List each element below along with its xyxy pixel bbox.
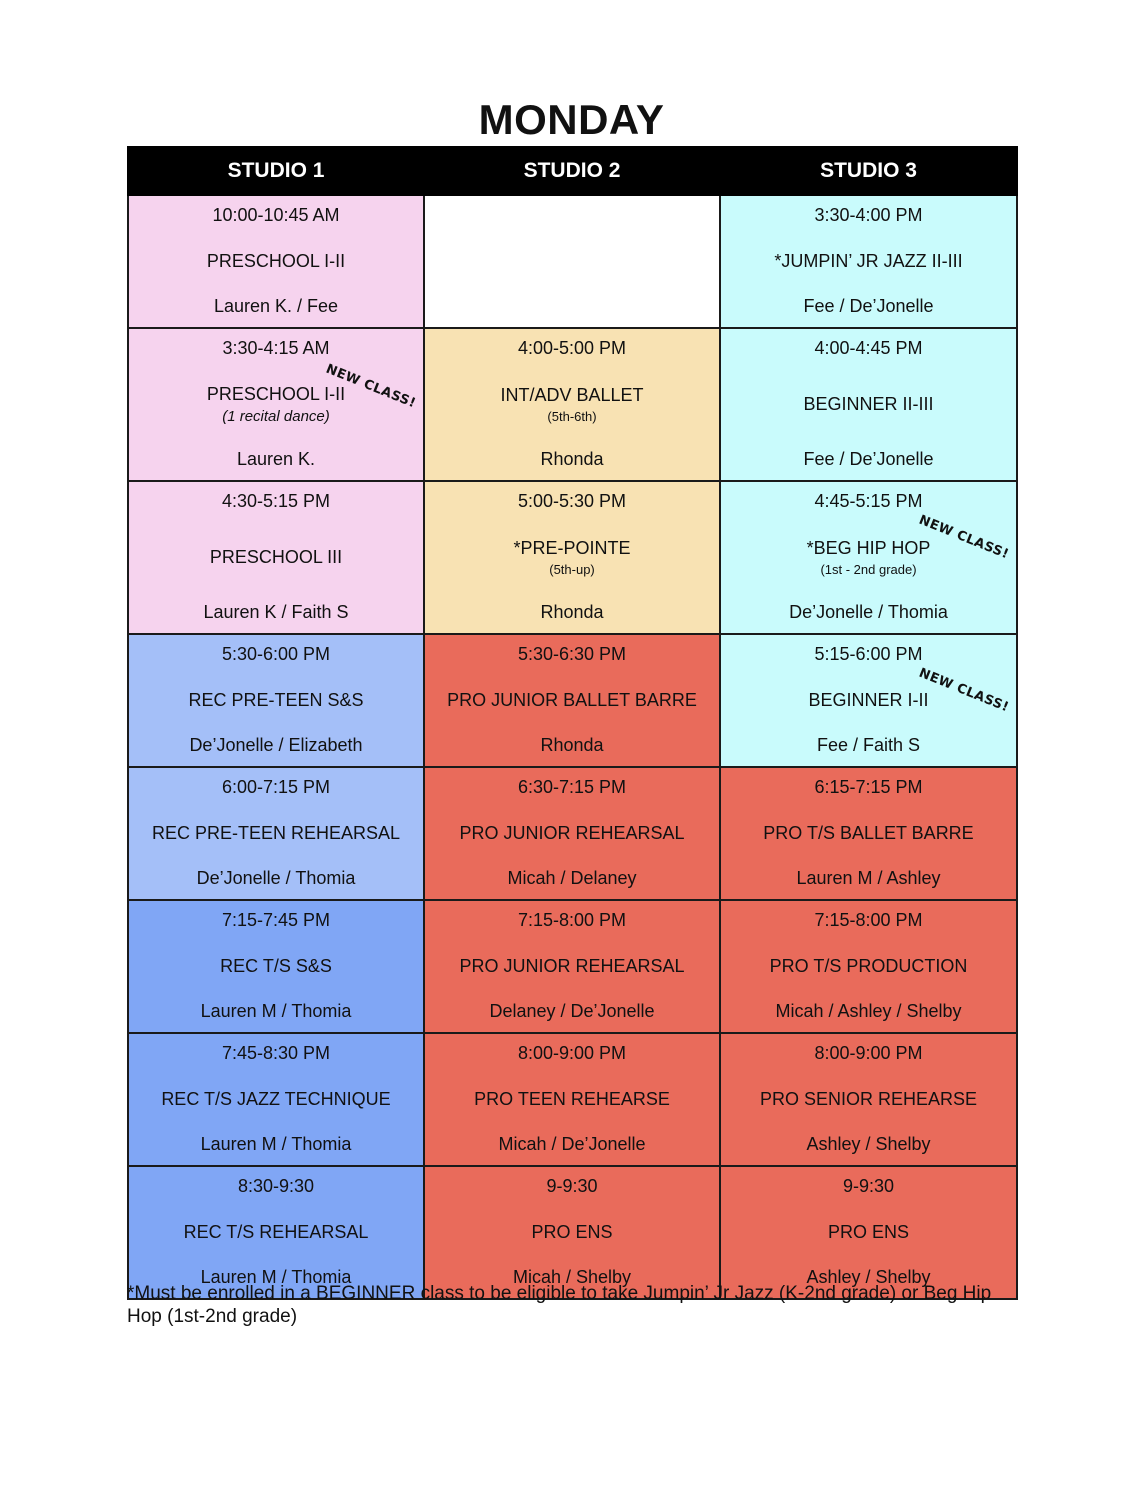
class-teachers: Ashley / Shelby — [806, 1267, 931, 1287]
class-name: REC T/S S&S — [220, 955, 332, 976]
class-time: 6:30-7:15 PM — [517, 777, 627, 797]
class-teachers: Micah / Ashley / Shelby — [775, 1001, 962, 1021]
class-time: 9-9:30 — [842, 1176, 895, 1196]
schedule-row — [128, 1166, 1017, 1299]
class-teachers: Lauren M / Ashley — [796, 868, 941, 888]
class-time: 4:00-4:45 PM — [814, 338, 923, 358]
class-teachers: Ashley / Shelby — [806, 1134, 931, 1154]
class-cell — [424, 1166, 720, 1299]
class-cell — [128, 1033, 424, 1166]
class-teachers: Fee / Faith S — [816, 735, 921, 755]
class-subtitle: (1 recital dance) — [222, 407, 330, 425]
class-time: 3:30-4:00 PM — [814, 205, 923, 225]
class-name: PRO ENS — [827, 1221, 910, 1242]
class-cell — [720, 1033, 1017, 1166]
class-name: BEGINNER II-III — [803, 393, 934, 414]
class-teachers: Micah / Delaney — [507, 868, 637, 888]
class-cell — [424, 900, 720, 1033]
class-cell — [128, 634, 424, 767]
class-time: 7:45-8:30 PM — [221, 1043, 331, 1063]
studio-3-header: STUDIO 3 — [720, 147, 1017, 195]
class-cell — [720, 481, 1017, 634]
class-time: 4:00-5:00 PM — [517, 338, 627, 358]
class-teachers: Lauren K. / Fee — [213, 296, 339, 316]
studio-1-header: STUDIO 1 — [128, 147, 424, 195]
class-teachers: Rhonda — [540, 602, 604, 622]
class-teachers: De’Jonelle / Thomia — [789, 602, 948, 622]
class-name: PRO T/S BALLET BARRE — [763, 822, 974, 843]
class-cell — [424, 481, 720, 634]
class-cell — [128, 328, 424, 481]
class-teachers: Rhonda — [540, 449, 604, 469]
class-cell — [424, 195, 720, 328]
new-class-badge: NEW CLASS! — [917, 512, 1012, 563]
class-name: REC T/S REHEARSAL — [183, 1221, 369, 1242]
class-cell — [128, 481, 424, 634]
class-cell — [720, 900, 1017, 1033]
class-teachers: Fee / De’Jonelle — [803, 449, 934, 469]
class-teachers: Lauren M / Thomia — [200, 1001, 352, 1021]
class-cell — [720, 195, 1017, 328]
class-teachers: Lauren K. — [236, 449, 316, 469]
class-name: REC PRE-TEEN REHEARSAL — [151, 822, 401, 843]
class-name: PRO JUNIOR BALLET BARRE — [447, 689, 697, 710]
class-time: 5:30-6:30 PM — [517, 644, 627, 664]
schedule-row — [128, 767, 1017, 900]
class-name: PRO JUNIOR REHEARSAL — [459, 955, 685, 976]
class-cell — [424, 767, 720, 900]
class-time: 8:00-9:00 PM — [517, 1043, 627, 1063]
class-teachers: De’Jonelle / Thomia — [196, 868, 356, 888]
class-teachers: Rhonda — [540, 735, 604, 755]
class-subtitle: (5th-up) — [549, 561, 595, 577]
schedule-row — [128, 900, 1017, 1033]
class-time: 3:30-4:15 AM — [222, 338, 330, 358]
class-name: PRO TEEN REHEARSE — [474, 1088, 670, 1109]
class-teachers: Micah / De’Jonelle — [498, 1134, 646, 1154]
class-name: REC T/S JAZZ TECHNIQUE — [161, 1088, 391, 1109]
class-cell — [720, 634, 1017, 767]
class-cell — [720, 1166, 1017, 1299]
class-cell — [424, 1033, 720, 1166]
class-teachers: Delaney / De’Jonelle — [489, 1001, 655, 1021]
class-time: 5:30-6:00 PM — [221, 644, 331, 664]
class-subtitle: (1st - 2nd grade) — [820, 561, 917, 577]
class-cell — [128, 1166, 424, 1299]
class-cell — [424, 634, 720, 767]
class-name: *JUMPIN’ JR JAZZ II-III — [774, 250, 963, 271]
class-teachers: Lauren M / Thomia — [200, 1134, 352, 1154]
schedule-table — [127, 146, 1018, 1300]
schedule-row — [128, 481, 1017, 634]
class-name: *BEG HIP HOP — [806, 537, 931, 558]
class-time: 7:15-8:00 PM — [517, 910, 627, 930]
schedule-row — [128, 1033, 1017, 1166]
class-name: *PRE-POINTE — [513, 537, 631, 558]
class-time: 4:30-5:15 PM — [221, 491, 331, 511]
class-name: PRO SENIOR REHEARSE — [759, 1088, 978, 1109]
class-teachers: Micah / Shelby — [512, 1267, 632, 1287]
class-time: 5:15-6:00 PM — [814, 644, 923, 664]
new-class-badge: NEW CLASS! — [324, 361, 419, 412]
class-name: PRO T/S PRODUCTION — [769, 955, 968, 976]
class-cell — [128, 195, 424, 328]
studio-2-header: STUDIO 2 — [424, 147, 720, 195]
class-time: 6:00-7:15 PM — [221, 777, 331, 797]
schedule-row — [128, 195, 1017, 328]
class-cell — [424, 328, 720, 481]
class-time: 8:00-9:00 PM — [814, 1043, 923, 1063]
class-name: PRESCHOOL III — [209, 546, 343, 567]
class-time: 10:00-10:45 AM — [212, 205, 340, 225]
class-time: 6:15-7:15 PM — [814, 777, 923, 797]
page-title: MONDAY — [478, 96, 665, 143]
class-teachers: Lauren M / Thomia — [200, 1267, 352, 1287]
class-time: 5:00-5:30 PM — [517, 491, 627, 511]
class-teachers: Fee / De’Jonelle — [803, 296, 934, 316]
class-cell — [128, 900, 424, 1033]
class-cell — [128, 767, 424, 900]
footnote: *Must be enrolled in a BEGINNER class to be eligible to take Jumpin’ Jr Jazz (K-2nd grade) or Beg Hip Hop (1st-2nd grade) — [127, 1283, 992, 1327]
class-time: 7:15-8:00 PM — [814, 910, 923, 930]
class-subtitle: (5th-6th) — [547, 408, 597, 424]
class-name: BEGINNER I-II — [808, 689, 929, 710]
class-time: 7:15-7:45 PM — [221, 910, 331, 930]
class-time: 8:30-9:30 — [237, 1176, 315, 1196]
schedule-row — [128, 634, 1017, 767]
class-time: 9-9:30 — [546, 1176, 598, 1196]
class-teachers: De’Jonelle / Elizabeth — [189, 735, 363, 755]
class-name: PRO JUNIOR REHEARSAL — [459, 822, 685, 843]
class-name: INT/ADV BALLET — [500, 384, 644, 405]
class-cell — [720, 328, 1017, 481]
new-class-badge: NEW CLASS! — [917, 665, 1012, 716]
class-cell — [720, 767, 1017, 900]
class-name: PRESCHOOL I-II — [206, 250, 346, 271]
class-time: 4:45-5:15 PM — [814, 491, 923, 511]
class-name: REC PRE-TEEN S&S — [188, 689, 364, 710]
class-name: PRESCHOOL I-II — [206, 383, 346, 404]
class-name: PRO ENS — [531, 1221, 613, 1242]
header-row — [128, 147, 1017, 195]
class-teachers: Lauren K / Faith S — [203, 602, 349, 622]
schedule-row — [128, 328, 1017, 481]
